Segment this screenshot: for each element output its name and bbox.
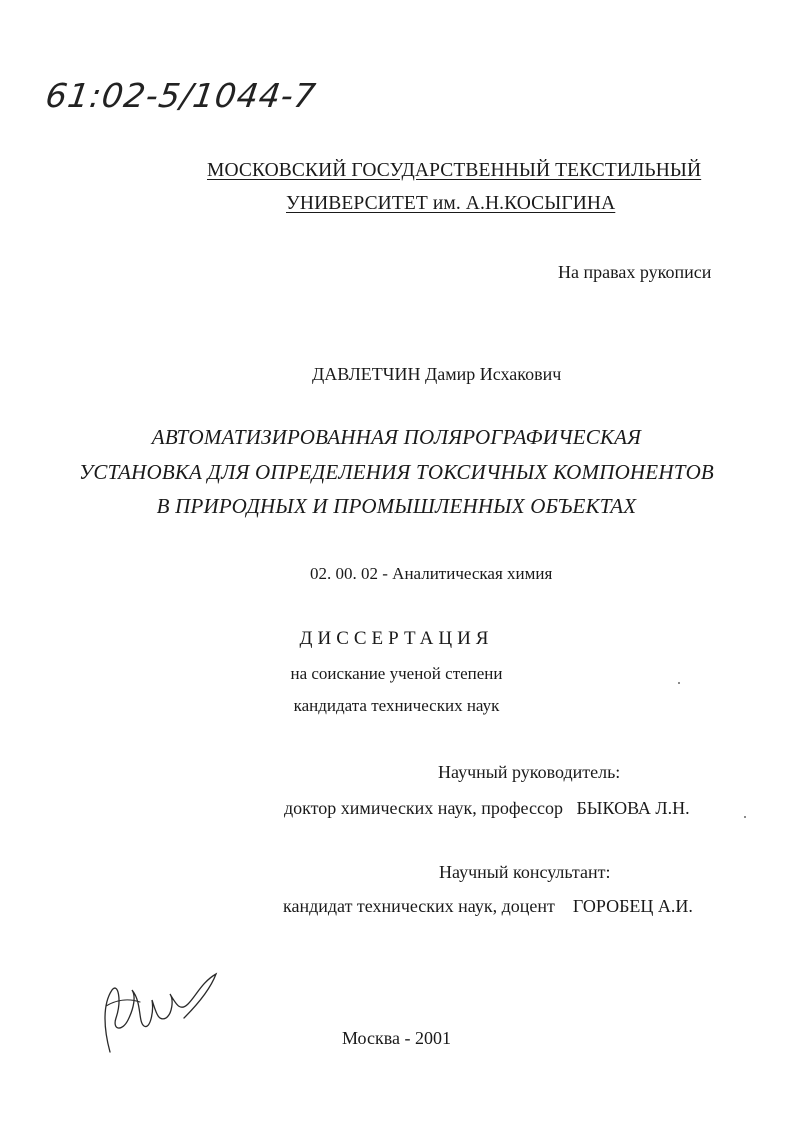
title-line-1: АВТОМАТИЗИРОВАННАЯ ПОЛЯРОГРАФИЧЕСКАЯ <box>151 425 642 449</box>
supervisor-name: доктор химических наук, профессор БЫКОВА Л.Н. <box>284 798 690 818</box>
dissertation-degree-line-1: на соискание ученой степени <box>290 664 503 683</box>
consultant-name: кандидат технических наук, доцент ГОРОБЕЦ А.И. <box>283 896 693 916</box>
dissertation-degree-line-2: кандидата технических наук <box>293 696 500 715</box>
specialty: 02. 00. 02 - Аналитическая химия <box>310 564 553 583</box>
supervisor-label: Научный руководитель: <box>438 762 621 782</box>
title-line-3: В ПРИРОДНЫХ И ПРОМЫШЛЕННЫХ ОБЪЕКТАХ <box>156 494 637 518</box>
university-line-2: УНИВЕРСИТЕТ им. А.Н.КОСЫГИНА <box>286 193 616 214</box>
speck <box>678 682 680 684</box>
rights-note: На правах рукописи <box>558 262 712 282</box>
speck <box>744 816 746 818</box>
archive-code: 61:02-5/1044-7 <box>43 76 319 115</box>
author-name: ДАВЛЕТЧИН Дамир Исхакович <box>312 364 562 384</box>
city-year: Москва - 2001 <box>342 1028 451 1048</box>
consultant-label: Научный консультант: <box>439 862 611 882</box>
university-line-1: МОСКОВСКИЙ ГОСУДАРСТВЕННЫЙ ТЕКСТИЛЬНЫЙ <box>207 160 702 181</box>
title-line-2: УСТАНОВКА ДЛЯ ОПРЕДЕЛЕНИЯ ТОКСИЧНЫХ КОМПОНЕНТОВ <box>79 460 714 484</box>
dissertation-heading: ДИССЕРТАЦИЯ <box>299 628 494 649</box>
